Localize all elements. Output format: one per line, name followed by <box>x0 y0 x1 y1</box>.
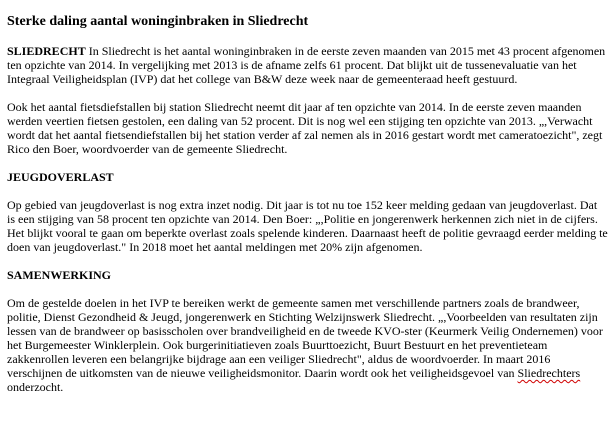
article-title: Sterke daling aantal woninginbraken in Sliedrecht <box>7 14 309 29</box>
youth-nuisance-paragraph: Op gebied van jeugdoverlast is nog extra inzet nodig. Dit jaar is tot nu toe 152 keer melding gedaan van jeugdoverlast. Dat is een stijging van 58 procent ten opzichte van 2014. Den Boer: „,Politie en jongerenwerk herkennen zich niet in de cijfers. Het blijkt vooral te gaan om beperkte overlast zoals spelende kinderen. Daarnaast heeft de politie gevraagd eerder melding te doen van jeugdoverlast." In 2018 moet het aantal meldingen met 20% zijn afgenomen. <box>7 198 608 254</box>
dateline: SLIEDRECHT <box>7 44 86 58</box>
intro-text: In Sliedrecht is het aantal woninginbraken in de eerste zeven maanden van 2015 met 43 procent afgenomen ten opzichte van 2014. In vergelijking met 2013 is de afname zelfs 61 procent. Dat blijkt uit de tussenevaluatie van het Integraal Veiligheidsplan (IVP) dat het college van B&W deze week naar de gemeenteraad heeft gestuurd. <box>7 44 606 86</box>
section-heading-jeugdoverlast: JEUGDOVERLAST <box>7 170 114 184</box>
cooperation-text-end: onderzocht. <box>7 380 64 394</box>
intro-paragraph <box>7 44 608 86</box>
section-heading-samenwerking: SAMENWERKING <box>7 268 112 282</box>
spellcheck-flagged-word[interactable]: Sliedrechters <box>517 366 581 380</box>
cooperation-text: Om de gestelde doelen in het IVP te bereiken werkt de gemeente samen met verschillende partners zoals de brandweer, politie, Dienst Gezondheid & Jeugd, jongerenwerk en Stichting Welzijnswerk Sliedrecht. „,Voorbeelden van resultaten zijn lessen van de brandweer op basisscholen over brandveiligheid en de tweede KVO-ster (Keurmerk Veilig Ondernemen) voor het Burgemeester Winklerplein. Ook burgerinitiatieven zoals Buurttoezicht, Buurt Bestuurt en het preventieteam zakkenrollen leveren een belangrijke bijdrage aan een veiliger Sliedrecht", aldus de woordvoerder. In maart 2016 verschijnen de uitkomsten van de nieuwe veiligheidsmonitor. Daarin wordt ook het veiligheidsgevoel van <box>7 296 603 380</box>
bicycle-theft-paragraph: Ook het aantal fietsdiefstallen bij station Sliedrecht neemt dit jaar af ten opzichte van 2014. In de eerste zeven maanden werden veertien fietsen gestolen, een daling van 52 procent. Dit is nog wel een stijging ten opzichte van 2013. „,Verwacht wordt dat het aantal fietsendiefstallen bij het station verder af zal nemen als in 2016 gestart wordt met cameratoezicht", zegt Rico den Boer, woordvoerder van de gemeente Sliedrecht. <box>7 100 603 156</box>
cooperation-paragraph <box>7 296 608 394</box>
